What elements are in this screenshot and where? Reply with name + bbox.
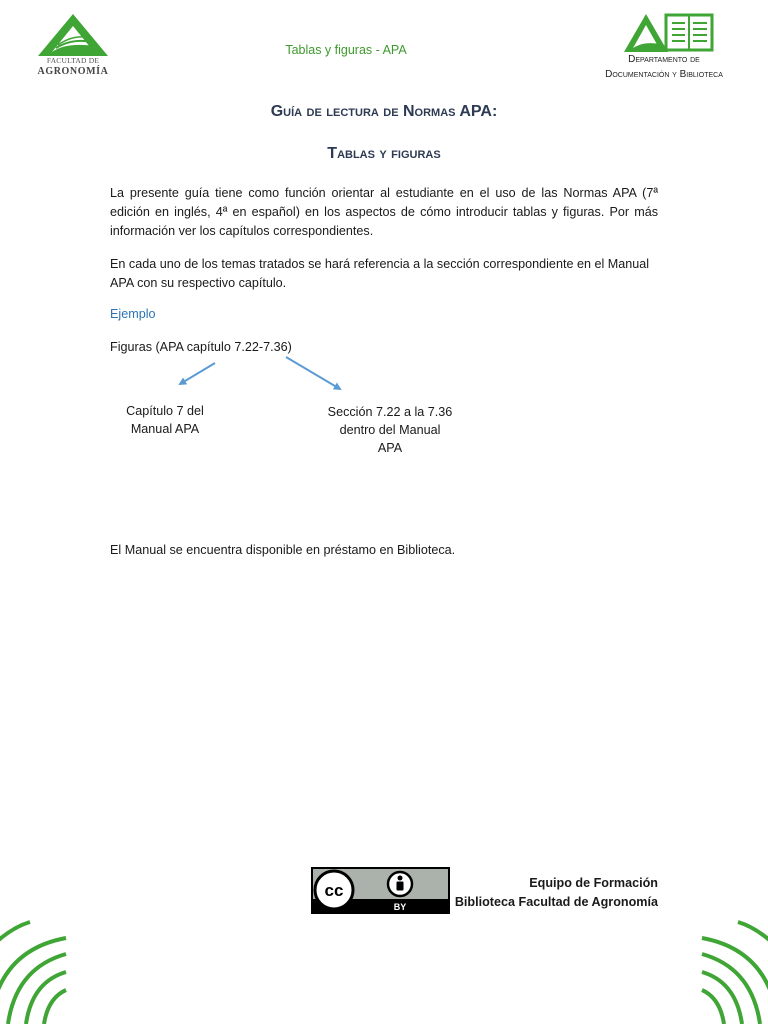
availability-note: El Manual se encuentra disponible en préstamo en Biblioteca. (110, 543, 456, 557)
team-line-2: Biblioteca Facultad de Agronomía (454, 895, 658, 909)
chapter-line-1: Capítulo 7 del (126, 404, 204, 418)
logo-caption-top: FACULTAD DE (46, 56, 100, 65)
arrow-right (286, 357, 340, 389)
logo-caption-bottom: AGRONOMÍA (37, 66, 109, 77)
intro-paragraph: La presente guía tiene como función orientar al estudiante en el uso de las Normas APA (7ª edición en inglés, 4ª en español) en los aspectos de cómo introducir tablas y figuras. Por más información ver los capítulos correspondientes. (110, 186, 658, 238)
cc-by-license-icon (311, 867, 450, 914)
reference-paragraph: En cada uno de los temas tratados se hará referencia a la sección correspondiente en el Manual APA con su respectivo capítulo. (110, 257, 650, 290)
section-line-3: APA (377, 441, 403, 455)
section-line-2: dentro del Manual (339, 423, 441, 437)
decorative-arcs-right-icon (688, 910, 768, 1024)
department-line-2: Documentación y Biblioteca (605, 69, 723, 80)
header-title: Tablas y figuras - APA (285, 43, 407, 57)
by-label: BY (393, 902, 407, 912)
arrow-left (180, 363, 215, 384)
example-chapter-label (104, 402, 226, 438)
section-line-1: Sección 7.22 a la 7.36 (327, 405, 453, 419)
faculty-logo (36, 12, 110, 82)
document-subtitle: Tablas y figuras (327, 145, 441, 162)
chapter-line-2: Manual APA (130, 422, 200, 436)
department-line-1: Departamento de (628, 54, 700, 65)
library-book-icon (622, 12, 716, 54)
team-line-1: Equipo de Formación (529, 876, 658, 890)
agronomia-logo-icon (36, 12, 110, 56)
cc-label: cc (324, 881, 344, 900)
example-heading: Ejemplo (110, 307, 156, 321)
example-section-label (318, 403, 462, 457)
library-logo (622, 12, 716, 54)
example-arrows (160, 350, 360, 400)
department-name (590, 52, 738, 82)
document-title: Guía de lectura de Normas APA: (270, 103, 498, 120)
team-credit (440, 874, 658, 912)
decorative-arcs-left-icon (0, 910, 80, 1024)
example-citation: Figuras (APA capítulo 7.22-7.36) (110, 340, 292, 354)
